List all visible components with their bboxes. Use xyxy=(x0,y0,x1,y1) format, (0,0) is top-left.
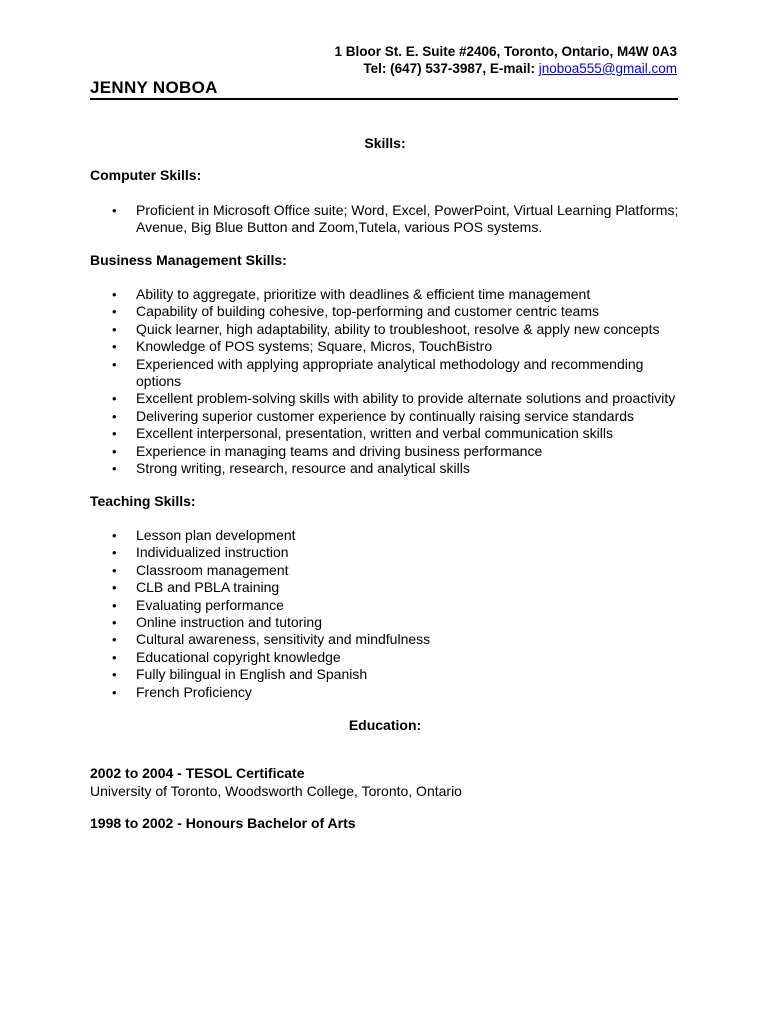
resume-body xyxy=(90,135,680,833)
degree-line: 2002 to 2004 - TESOL Certificate xyxy=(90,765,305,782)
list-item: • Proficient in Microsoft Office suite; Word, Excel, PowerPoint, Virtual Learning Platforms; Avenue, Big Blue Button and Zoom,Tutela, various POS systems. xyxy=(112,201,679,236)
bullet-icon: • xyxy=(112,527,117,543)
bullet-icon: • xyxy=(112,391,117,407)
list-item: • Individualized instruction xyxy=(112,544,289,561)
tel-text: Tel: (647) 537-3987, E-mail: xyxy=(363,61,539,76)
institution-line: University of Toronto, Woodsworth College, Toronto, Ontario xyxy=(90,782,462,799)
education-title: Education: xyxy=(348,716,422,733)
bullet-icon: • xyxy=(112,632,117,648)
bullet-icon: • xyxy=(112,580,117,596)
bullet-icon: • xyxy=(112,287,117,303)
list-item: • Excellent problem-solving skills with ability to provide alternate solutions and proactivity xyxy=(112,390,676,407)
list-item: • Experience in managing teams and driving business performance xyxy=(112,442,543,459)
education-entry xyxy=(90,765,680,800)
bullet-icon: • xyxy=(112,614,117,630)
list-item: • Cultural awareness, sensitivity and mindfulness xyxy=(112,631,431,648)
list-item: • Capability of building cohesive, top-performing and customer centric teams xyxy=(112,303,600,320)
bullet-icon: • xyxy=(112,649,117,665)
computer-skills-heading: Computer Skills: xyxy=(90,167,202,184)
bullet-icon: • xyxy=(112,667,117,683)
bullet-icon: • xyxy=(112,461,117,477)
list-item: • CLB and PBLA training xyxy=(112,579,280,596)
header-rule xyxy=(90,98,678,100)
list-item: • French Proficiency xyxy=(112,683,252,700)
business-skills-heading: Business Management Skills: xyxy=(90,251,287,268)
bullet-icon: • xyxy=(112,562,117,578)
bullet-icon: • xyxy=(112,339,117,355)
bullet-icon: • xyxy=(112,408,117,424)
education-entry xyxy=(90,815,680,832)
list-item: • Strong writing, research, resource and analytical skills xyxy=(112,460,470,477)
business-skills-list xyxy=(90,286,680,477)
bullet-icon: • xyxy=(112,426,117,442)
list-item: • Lesson plan development xyxy=(112,526,296,543)
bullet-icon: • xyxy=(112,356,117,372)
skills-title: Skills: xyxy=(364,135,406,151)
list-item: • Delivering superior customer experience by continually raising service standards xyxy=(112,407,635,424)
email-link[interactable]: jnoboa555@gmail.com xyxy=(538,61,677,76)
list-item: • Knowledge of POS systems; Square, Micros, TouchBistro xyxy=(112,338,493,355)
degree-line: 1998 to 2002 - Honours Bachelor of Arts xyxy=(90,815,356,832)
list-item: • Online instruction and tutoring xyxy=(112,613,322,630)
bullet-icon: • xyxy=(112,202,117,218)
list-item: • Evaluating performance xyxy=(112,596,284,613)
list-item: • Quick learner, high adaptability, ability to troubleshoot, resolve & apply new concepts xyxy=(112,320,660,337)
teaching-skills-list xyxy=(90,527,680,701)
bullet-icon: • xyxy=(112,597,117,613)
list-item: • Excellent interpersonal, presentation, written and verbal communication skills xyxy=(112,425,614,442)
address-line: 1 Bloor St. E. Suite #2406, Toronto, Ontario, M4W 0A3 xyxy=(334,44,677,59)
bullet-icon: • xyxy=(112,545,117,561)
list-item: • Classroom management xyxy=(112,561,289,578)
bullet-icon: • xyxy=(112,443,117,459)
bullet-icon: • xyxy=(112,304,117,320)
contact-line xyxy=(334,60,677,77)
list-item: • Fully bilingual in English and Spanish xyxy=(112,666,368,683)
resume-name: JENNY NOBOA xyxy=(90,78,218,97)
list-item: • Ability to aggregate, prioritize with deadlines & efficient time management xyxy=(112,286,591,303)
list-item: • Educational copyright knowledge xyxy=(112,648,341,665)
bullet-icon: • xyxy=(112,321,117,337)
bullet-icon: • xyxy=(112,684,117,700)
contact-block xyxy=(334,43,677,77)
list-item: • Experienced with applying appropriate analytical methodology and recommending options xyxy=(112,355,644,390)
computer-skills-list xyxy=(90,202,680,237)
teaching-skills-heading: Teaching Skills: xyxy=(90,492,196,509)
